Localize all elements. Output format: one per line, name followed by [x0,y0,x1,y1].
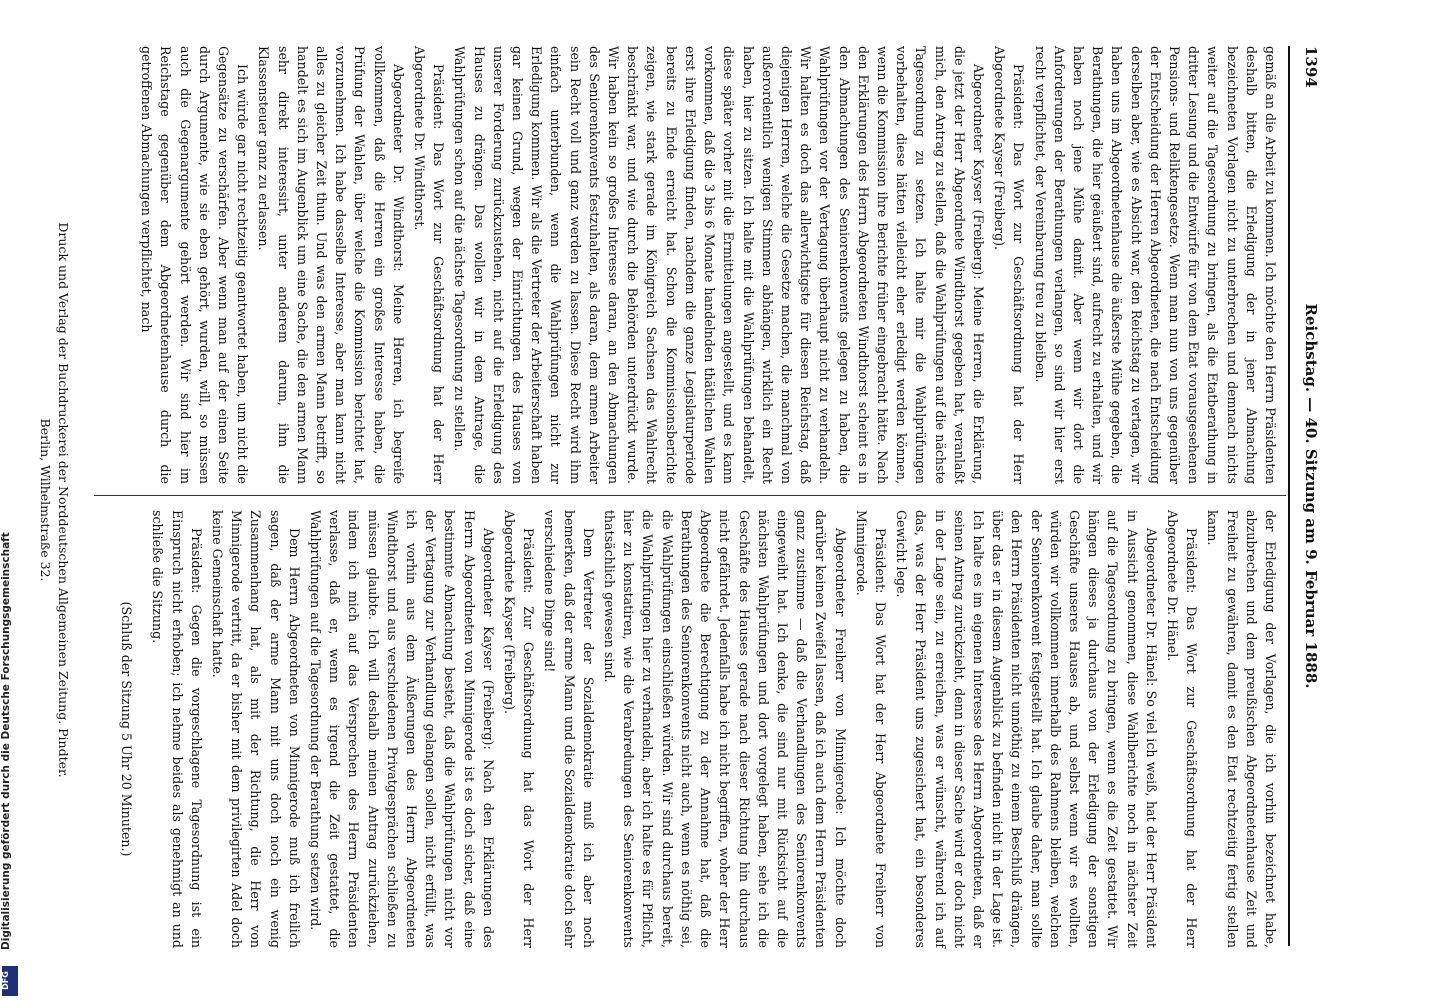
imprint-line: Druck und Verlag der Buchdruckerei der Norddeutschen Allgemeinen Zeitung. Pindter. [56,222,71,778]
paragraph: Präsident: Das Wort zur Geschäftsordnung hat der Herr Abgeordnete Kayser (Freiberg). [992,46,1027,484]
credit-text: Digitalisierung gefördert durch die Deutsche Forschungsgemeinschaft [0,532,12,950]
paragraph: Abgeordneter Kayser (Freiberg): Nach den Erklärungen des Herrn Abgeordneten von Minnigerode ist es doch sicher, daß eine bestimmte Abmachung besteht, daß die Wahlprüfungen nicht vor der Vertagung zur Verhandlung gelangen sollen, nicht erfüllt, was ich vorhin aus dem Äußerungen des Herrn Abgeordneten Windthorst und aus verschiedenen Privatgesprächen schließen zu müssen glaubte. Ich will deshalb meinen Antrag zurückziehen, indem ich mich auf das Versprechen des Herrn Präsidenten verlasse, daß er, wenn es irgend die Zeit gestattet, die Wahlprüfungen auf die Tagesordnung der Berathung setzen wird. [308,510,496,948]
paragraph: Präsident: Gegen die vorgeschlagene Tagesordnung ist ein Einspruch nicht erhoben; ich nehme beides als genehmigt an und schließe die Sitzung. [150,510,204,948]
column-divider [94,495,1286,496]
paragraph: Ich würde gar nicht rechtzeitig geantwortet haben, um nicht die Gegensätze zu verschärfen. Aber wenn man auf der einen Seite durch Argumente, wie sie eben gehört, wurden, will, so müssen auch die Gegenargumente gehört werden. Wir sind hier im Reichstage gegenüber dem Abgeordnetenhause durch die getroffenen Abmachungen verpflichtet, nach [139,46,251,484]
paragraph: Dem Vertreter der Sozialdemokratie muß ich aber noch bemerken, daß der arme Mann und die Sozialdemokratie doch sehr verschiedene Dinge sind! [542,510,596,948]
logo-text: DFG [0,971,10,990]
page-number: 1394 [1302,46,1320,88]
paragraph: Präsident: Das Wort hat der Herr Abgeordnete Freiherr von Minnigerode. [853,510,888,948]
paragraph: Abgeordneter Freiherr von Minnigerode: Ich möchte doch darüber keinen Zweifel lassen, daß ich auch dem Herrn Präsidenten ganz zustimme — daß die Verhandlungen des Seniorenkonvents eingeweiht hat. Ich denke, die sind nur mit Rücksicht auf die nächsten Wahlprüfungen und dort vorgelegt haben, sehe ich die Geschäfte des Hauses gerade nach dieser Richtung hin durchaus nicht gefährdet. Jedenfalls habe ich nicht begriffen, woher der Herr Abgeordnete die Berechtigung zu der Annahme hat, daß die Berathungen des Seniorenkonvents nicht auch, wenn es nöthig sei, die Wahlprüfungen einschließen würden. Wir sind durchaus bereit, die Wahlprüfungen hier zu verhandeln, aber ich halte es für Pflicht, hier zu konstatiren, wie die Verabredungen des Seniorenkonvents thatsächlich gewesen sind. [602,510,848,948]
running-title: Reichstag. — 40. Sitzung am 9. Februar 1888. [1302,303,1320,689]
paragraph: gemäß an die Arbeit zu kommen. Ich möchte den Herrn Präsidenten deshalb bitten, die Erledigung der in jener Abmachung bezeichneten Vorlagen nicht zu unterbrechen und demnach nichts weiter auf die Tagesordnung zu bringen, als die Etatberathung in dritter Lesung und die Entwürfe für von dem Etat vorausgesehenen Pensions- und Reliktengesetze. Wenn man nun von uns gegenüber der Entscheidung der Herren Abgeordneten, die nach Entscheidung derselben aber, wie es Absicht war, den Reichstag zu vertagen, wir haben uns im Abgeordnetenhause die äußerste Mühe gegeben, die Berathungen, die hier geäußert sind, aufrecht zu erhalten, und wir haben noch jene Mühe damit. Aber wenn wir dort die Anforderungen der Berathungen verlangen, so sind wir hier erst recht verpflichtet, der Vereinbarung treu zu bleiben. [1032,46,1278,484]
imprint [36,0,72,1000]
paragraph: Abgeordneter Dr. Hänel: So viel ich weiß, hat der Herr Präsident in Aussicht genommen, diese Wahlberichte noch in nächster Zeit auf die Tagesordnung zu bringen, wenn es die Zeit gestattet. Wir hängen dieses ja durchaus von der Erledigung der sonstigen Geschäfte unseres Hauses ab, und selbst wenn wir es wollten, würden wir vollkommen innerhalb des Rahmens bleiben, welchen der Seniorenkonvent festgestellt hat. Ich glaube daher, man sollte den Herrn Präsidenten nicht unnöthig zu einem Beschluß drängen, über das er in diesem Augenblick zu befinden nicht in der Lage ist. Ich halte es im eigenen Interesse des Herrn Abgeordneten, daß er seinen Antrag zurückzieht, denn in dieser Sache wird er doch nicht in der Lage sein, zu erreichen, was er wünscht, während ich auf das, was der Herr Präsident uns zugesichert hat, ein besonderes Gewicht lege. [894,510,1159,948]
rotated-page-content [2,0,1362,1000]
left-column [135,46,1280,484]
header-rule [1288,46,1290,946]
page-header [1296,46,1320,946]
dfg-logo-icon [2,966,18,996]
right-column [115,510,1280,948]
paragraph: der Erledigung der Vorlagen, die ich vorhin bezeichnet habe, abzubrechen und dem preußischen Abgeordnetenhause Zeit und Freiheit zu gewähren, damit es den Etat rechtzeitig fertig stellen kann. [1205,510,1278,948]
paragraph: Dem Herrn Abgeordneten von Minnigerode muß ich freilich sagen, daß der arme Mann mit uns doch noch ein wenig Zusammenhang hat, als mit der Richtung, die Herr von Minnigerode vertritt, da er bisher mit dem privilegirten Adel doch keine Gemeinschaft hatte. [210,510,302,948]
paragraph: Abgeordneter Dr. Windthorst: Meine Herren, ich begreife vollkommen, daß die Herren ein großes Interesse haben, die Prüfung der Wahlen, über welche die Kommission berichtet hat, vorzunehmen. Ich habe dasselbe Interesse, aber man kann nicht alles zu gleicher Zeit thun. Und was den armen Mann betrifft, so handelt es sich im Augenblick um eine Sache, die den armen Mann sehr direkt interessirt, unter anderem darum, ihm die Klassensteuer ganz zu erlassen. [256,46,406,484]
imprint-line: Berlin, Wilhelmstraße 32. [38,418,53,582]
paragraph: Abgeordneter Kayser (Freiberg): Meine Herren, die Erklärung, die jetzt der Herr Abgeordnete Windthorst gegeben hat, veranlaßt mich, den Antrag zu stellen, daß die Wahlprüfungen auf die nächste Tagesordnung zu setzen. Ich halte mir die Wahlprüfungen vorbehalten, diese hätten vielleicht eher erledigt werden können, wenn die Kommission ihre Berichte früher eingebracht hätte. Nach den Erklärungen des Herrn Abgeordneten Windthorst scheint es in den Abmachungen des Seniorenkonvents gelegen zu haben, die Wahlprüfungen vor der Vertagung überhaupt nicht zu verhandeln. Wir halten es doch das allerwichtigste für diesen Reichstag, daß diejenigen Herren, welche die Gesetze machen, die manchmal von außerordentlich wenigen Stimmen abhängen, wirklich ein Recht haben, hier zu sitzen. Ich halte mit die Wahlprüfungen behandelt, diese später vorher mit die Ermittelungen angestellt, und es kann vorkommen, daß die 3 bis 6 Monate handelnden thätlichen Wahlen erst ihre Erledigung finden, nachdem die ganze Legislaturperiode bereits zu Ende erreicht hat. Schon die Kommissionsberichte zeigen, wie stark gerade im Königreich Sachsen das Wahlrecht beschränkt war, und wie durch die Behörden unterdrückt wurde. Wir haben kein so großes Interesse daran, an den Abmachungen des Seniorenkonvents festzuhalten, als daran, dem armen Arbeiter sein Recht voll und ganz werden zu lassen. Diese Recht wird ihm einfach unterbunden, wenn die Wahlprüfungen nicht zur Erledigung kommen. Wir als die Vertreter der Arbeiterschaft haben gar keinen Grund, wegen der Einrichtungen des Hauses von unserer Forderung zurückzustehen, nicht auf die Erledigung des Hauses zu drängen. Das wollen wir in dem Antrage, die Wahlprüfungen schon auf die nächste Tagesordnung zu stellen. [452,46,986,484]
closing-note: (Schluß der Sitzung 5 Uhr 20 Minuten.) [119,601,135,857]
paragraph: Präsident: Zur Geschäftsordnung hat das Wort der Herr Abgeordnete Kayser (Freiberg). [502,510,537,948]
paragraph: Präsident: Das Wort zur Geschäftsordnung hat der Herr Abgeordnete Dr. Hänel. [1164,510,1200,948]
digitization-credit [0,0,20,1000]
paragraph: Präsident: Das Wort zur Geschäftsordnung hat der Herr Abgeordnete Dr. Windthorst. [412,46,447,484]
